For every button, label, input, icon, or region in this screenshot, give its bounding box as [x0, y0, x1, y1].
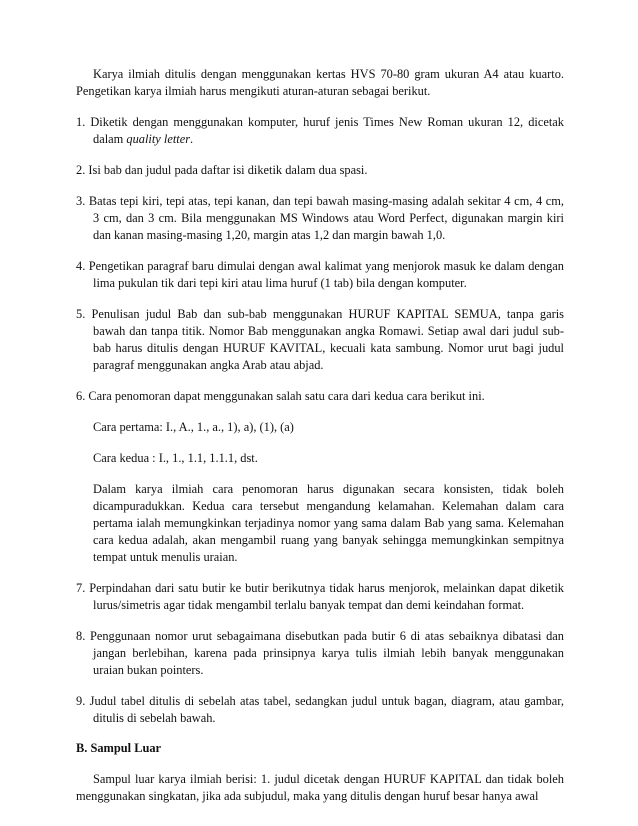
list-text: Perpindahan dari satu butir ke butir berikutnya tidak harus menjorok, melainkan dapat diketik lurus/simetris agar tidak mengambil terlalu banyak tempat dan demi keindahan format.	[89, 581, 564, 612]
section-paragraph: Sampul luar karya ilmiah berisi: 1. judul dicetak dengan HURUF KAPITAL dan tidak boleh menggunakan singkatan, jika ada subjudul, maka yang ditulis dengan huruf besar hanya awal	[76, 772, 564, 803]
numbering-explanation: Dalam karya ilmiah cara penomoran harus digunakan secara konsisten, tidak boleh dicampuradukkan. Kedua cara tersebut mengandung kelamahan. Kelemahan dalam cara pertama ialah memungkinkan terjadinya nomor yang sama dalam Bab yang sama. Kelemahan cara kedua adalah, akan mengambil ruang yang banyak sehingga memungkinkan sempitnya tempat untuk menulis uraian.	[93, 482, 564, 564]
list-item-7	[76, 580, 564, 614]
list-number: 3.	[76, 194, 86, 208]
list-text-emphasis: quality letter	[126, 132, 191, 146]
list-number: 9.	[76, 694, 86, 708]
list-text: Cara penomoran dapat menggunakan salah satu cara dari kedua cara berikut ini.	[88, 389, 485, 403]
list-item-9	[76, 693, 564, 727]
list-item-4	[76, 258, 564, 292]
list-text: Judul tabel ditulis di sebelah atas tabel, sedangkan judul untuk bagan, diagram, atau gambar, ditulis di sebelah bawah.	[89, 694, 564, 725]
document-body	[76, 66, 564, 805]
list-text-end: .	[190, 132, 194, 146]
list-text: Pengetikan paragraf baru dimulai dengan awal kalimat yang menjorok masuk ke dalam dengan lima pukulan tik dari tepi kiri atau lima huruf (1 tab) bila dengan komputer.	[88, 259, 564, 290]
list-text: Batas tepi kiri, tepi atas, tepi kanan, dan tepi bawah masing-masing adalah sekitar 4 cm, 4 cm, 3 cm, dan 3 cm. Bila menggunakan MS Windows atau Word Perfect, digunakan margin kiri dan kanan masing-masing 1,20, margin atas 1,2 dan margin bawah 1,0.	[88, 194, 564, 242]
list-item-6	[76, 388, 564, 405]
numbering-way-2: Cara kedua : I., 1., 1.1, 1.1.1, dst.	[93, 451, 258, 465]
list-item-8	[76, 628, 564, 679]
list-item-5	[76, 306, 564, 374]
list-number: 5.	[76, 307, 86, 321]
list-item-2	[76, 162, 564, 179]
list-number: 8.	[76, 629, 86, 643]
list-number: 2.	[76, 163, 86, 177]
list-item-3	[76, 193, 564, 244]
list-text: Isi bab dan judul pada daftar isi diketik dalam dua spasi.	[88, 163, 368, 177]
section-heading: B. Sampul Luar	[76, 741, 162, 755]
list-text: Diketik dengan menggunakan komputer, huruf jenis Times New Roman ukuran 12, dicetak dalam	[90, 115, 564, 146]
list-item-1	[76, 114, 564, 148]
list-text: Penggunaan nomor urut sebagaimana disebutkan pada butir 6 di atas sebaiknya dibatasi dan jangan berlebihan, karena pada prinsipnya karya tulis ilmiah lebih banyak menggunakan uraian bukan pointers.	[89, 629, 564, 677]
intro-paragraph: Karya ilmiah ditulis dengan menggunakan kertas HVS 70-80 gram ukuran A4 atau kuarto. Pengetikan karya ilmiah harus mengikuti aturan-aturan sebagai berikut.	[76, 67, 564, 98]
list-number: 7.	[76, 581, 86, 595]
numbering-way-1: Cara pertama: I., A., 1., a., 1), a), (1), (a)	[93, 420, 294, 434]
list-text: Penulisan judul Bab dan sub-bab menggunakan HURUF KAPITAL SEMUA, tanpa garis bawah dan tanpa titik. Nomor Bab menggunakan angka Romawi. Setiap awal dari judul sub-bab harus ditulis dengan HURUF KAVITAL, kecuali kata sambung. Nomor urut bagi judul paragraf menggunakan angka Arab atau abjad.	[91, 307, 564, 372]
list-number: 6.	[76, 389, 86, 403]
list-number: 1.	[76, 115, 86, 129]
list-number: 4.	[76, 259, 86, 273]
